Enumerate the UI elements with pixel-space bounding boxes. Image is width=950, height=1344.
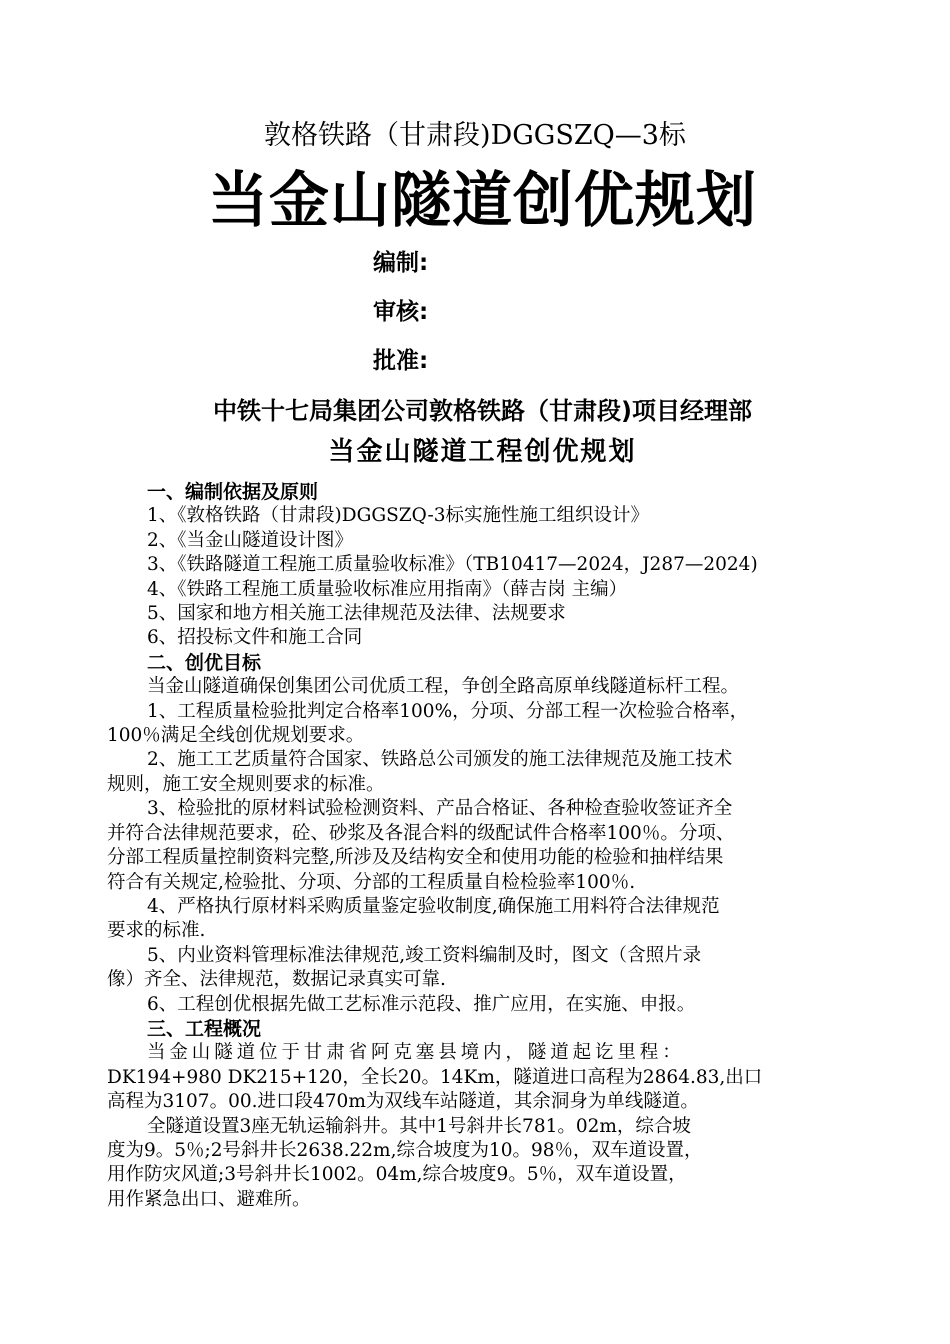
basis-item: 6、招投标文件和施工合同 xyxy=(147,627,363,649)
main-title: 当金山隧道创优规划 xyxy=(208,166,757,236)
paragraph-line: 分部工程质量控制资料完整,所涉及及结构安全和使用功能的检验和抽样结果 xyxy=(107,847,724,869)
reviewed-by-label: 审核: xyxy=(373,299,429,325)
paragraph-line: 3、检验批的原材料试验检测资料、产品合格证、各种检查验收签证齐全 xyxy=(147,798,733,820)
section-heading: 一、编制依据及原则 xyxy=(147,481,319,503)
paragraph-line: 1、工程质量检验批判定合格率100%，分项、分部工程一次检验合格率， xyxy=(147,700,749,722)
basis-item: 2、《当金山隧道设计图》 xyxy=(147,529,354,551)
organization-name: 中铁十七局集团公司敦格铁路（甘肃段)项目经理部 xyxy=(213,397,752,425)
paragraph-line: 100％满足全线创优规划要求。 xyxy=(107,725,365,747)
basis-item: 3、《铁路隧道工程施工质量验收标准》（TB10417—2024，J287—2024) xyxy=(147,554,758,576)
paragraph-line: 符合有关规定,检验批、分项、分部的工程质量自检检验率100％. xyxy=(107,871,636,893)
paragraph-line: 度为9。5％;2号斜井长2638.22m,综合坡度为10。98％，双车道设置， xyxy=(107,1139,703,1161)
paragraph-line: 高程为3107。00.进口段470m为双线车站隧道，其余洞身为单线隧道。 xyxy=(107,1091,699,1113)
paragraph-line: 用作紧急出口、避难所。 xyxy=(107,1188,311,1210)
paragraph-line: 规则，施工安全规则要求的标准。 xyxy=(107,773,385,795)
paragraph-line: 当金山隧道确保创集团公司优质工程，争创全路高原单线隧道标杆工程。 xyxy=(147,676,740,698)
paragraph-line: 6、工程创优根据先做工艺标准示范段、推广应用，在实施、申报。 xyxy=(147,993,696,1015)
project-subtitle: 敦格铁路（甘肃段)DGGSZQ—3标 xyxy=(264,120,686,151)
basis-item: 5、国家和地方相关施工法律规范及法律、法规要求 xyxy=(147,603,566,625)
basis-item: 4、《铁路工程施工质量验收标准应用指南》（薛吉岗 主编） xyxy=(147,578,628,600)
approved-by-label: 批准: xyxy=(373,348,429,374)
paragraph-line: 5、内业资料管理标准法律规范,竣工资料编制及时，图文（含照片录 xyxy=(147,944,702,966)
paragraph-line: 像）齐全、法律规范，数据记录真实可靠. xyxy=(107,969,446,991)
section-heading: 三、工程概况 xyxy=(147,1017,262,1040)
document-body xyxy=(107,480,867,1212)
paragraph-line: 当金山隧道位于甘肃省阿克塞县境内，隧道起讫里程： xyxy=(147,1042,685,1064)
paragraph-line: 全隧道设置3座无轨运输斜井。其中1号斜井长781。02m，综合坡 xyxy=(147,1115,691,1137)
paragraph-line: 并符合法律规范要求，砼、砂浆及各混合料的级配试件合格率100％。分项、 xyxy=(107,822,735,844)
paragraph-line: 用作防灾风道;3号斜井长1002。04m,综合坡度9。5％，双车道设置， xyxy=(107,1164,687,1186)
paragraph-line: 4、严格执行原材料采购质量鉴定验收制度,确保施工用料符合法律规范 xyxy=(147,895,720,917)
section-heading: 二、创优目标 xyxy=(147,651,262,674)
paragraph-line: 要求的标准. xyxy=(107,920,206,942)
document-title: 当金山隧道工程创优规划 xyxy=(328,437,637,467)
paragraph-line: DK194+980 DK215+120，全长20。14Km，隧道进口高程为2864.83,出口 xyxy=(107,1066,763,1088)
basis-item: 1、《敦格铁路（甘肃段)DGGSZQ-3标实施性施工组织设计》 xyxy=(147,505,650,527)
compiled-by-label: 编制: xyxy=(373,250,429,276)
paragraph-line: 2、施工工艺质量符合国家、铁路总公司颁发的施工法律规范及施工技术 xyxy=(147,749,733,771)
